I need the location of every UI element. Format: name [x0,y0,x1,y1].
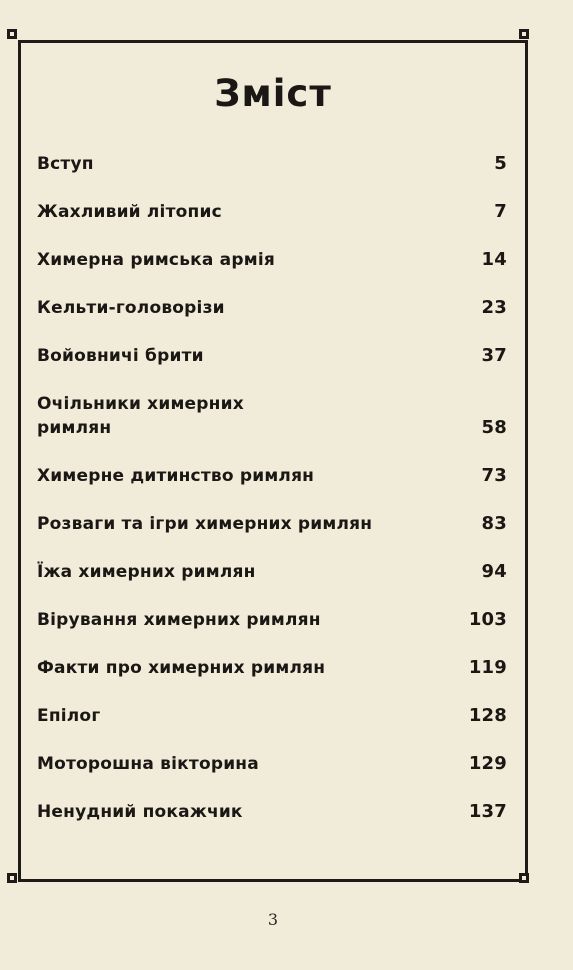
toc-entry[interactable] [37,296,507,320]
toc-entry[interactable] [37,464,507,488]
toc-entry[interactable] [37,800,507,824]
toc-entry-page: 83 [481,513,507,534]
toc-entry[interactable] [37,512,507,536]
toc-entry-page: 37 [481,345,507,366]
toc-entry[interactable] [37,704,507,728]
toc-entry-title: Химерне дитинство римлян [37,466,315,486]
toc-entry[interactable] [37,656,507,680]
toc-entry-page: 128 [468,705,507,726]
toc-entry-page: 14 [481,249,507,270]
toc-entry-title: Моторошна вікторина [37,754,259,774]
toc-entry[interactable] [37,608,507,632]
toc-entry[interactable] [37,752,507,776]
toc-entry-page: 73 [481,465,507,486]
toc-entry[interactable] [37,560,507,584]
table-of-contents [37,140,507,824]
toc-entry-title: Ненудний покажчик [37,802,243,822]
toc-entry[interactable] [37,344,507,368]
toc-entry-title: Вірування химерних римлян [37,610,321,630]
toc-entry-page-row [37,416,507,440]
frame-corner-bottom-left [7,873,17,883]
toc-entry-title: Вступ [37,154,94,174]
toc-entry[interactable] [37,200,507,224]
toc-entry-title: Факти про химерних римлян [37,658,326,678]
toc-entry-title: Розваги та ігри химерних римлян [37,514,373,534]
toc-entry-title: Жахливий літопис [37,202,222,222]
page-title: Зміст [214,72,332,115]
toc-entry-page: 23 [481,297,507,318]
toc-entry-title: Очільники химерних римлян [37,394,244,438]
toc-entry-page: 119 [468,657,507,678]
toc-entry-page: 94 [481,561,507,582]
toc-entry-title: Епілог [37,706,101,726]
toc-entry[interactable] [37,248,507,272]
toc-entry-page: 137 [468,801,507,822]
toc-entry-title: Войовничі брити [37,346,204,366]
toc-entry-page: 58 [481,417,507,438]
toc-entry[interactable] [37,152,507,176]
toc-entry-title: Химерна римська армія [37,250,275,270]
frame-corner-bottom-right [519,873,529,883]
page-number: 3 [267,910,279,929]
frame-corner-top-right [519,29,529,39]
frame-corner-top-left [7,29,17,39]
toc-entry-title: Кельти-головорізи [37,298,225,318]
toc-entry-page: 103 [468,609,507,630]
toc-entry-page: 7 [494,201,507,222]
toc-entry-title: Їжа химерних римлян [37,562,256,582]
toc-entry-page: 129 [468,753,507,774]
toc-entry-page: 5 [494,153,507,174]
